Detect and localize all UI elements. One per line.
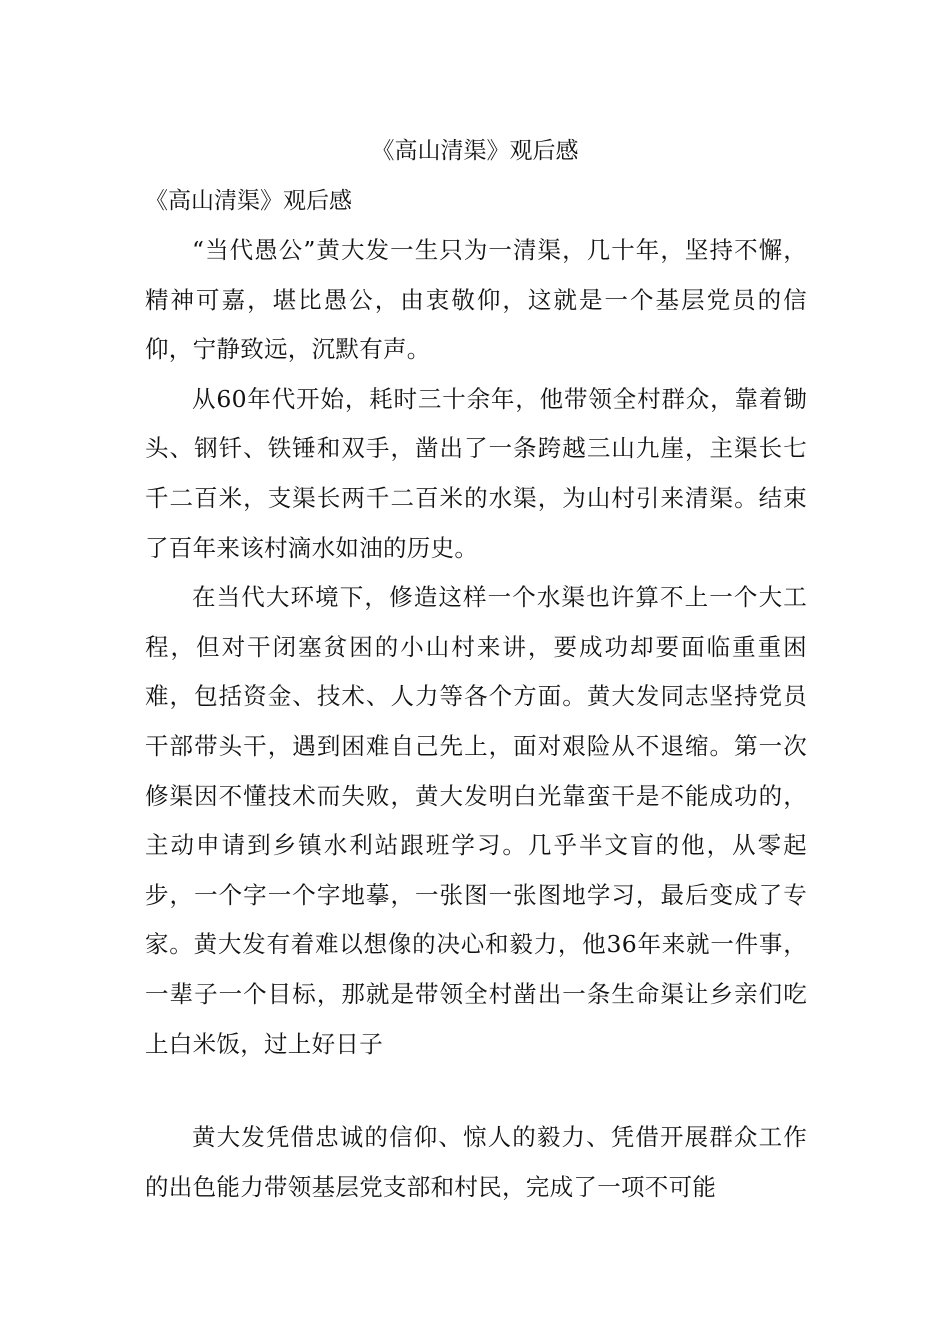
document-title: 《高山清渠》观后感	[371, 138, 579, 164]
paragraph-2: 从60年代开始，耗时三十余年，他带领全村群众，靠着锄头、钢钎、铁锤和双手，凿出了一条跨越三山九崖，主渠长七千二百米，支渠长两千二百米的水渠，为山村引来清渠。结束了百年来该村滴水如油的历史。	[145, 384, 807, 562]
paragraph-3: 在当代大环境下，修造这样一个水渠也许算不上一个大工程，但对干闭塞贫困的小山村来讲，要成功却要面临重重困难，包括资金、技术、人力等各个方面。黄大发同志坚持党员干部带头干，遇到困难自己先上，面对艰险从不退缩。第一次修渠因不懂技术而失败，黄大发明白光靠蛮干是不能成功的，主动申请到乡镇水利站跟班学习。几乎半文盲的他，从零起步，一个字一个字地摹，一张图一张图地学习，最后变成了专家。黄大发有着难以想像的决心和毅力，他36年来就一件事，一辈子一个目标，那就是带领全村凿出一条生命渠让乡亲们吃上白米饭，过上好日子	[145, 583, 807, 1058]
document-subtitle: 《高山清渠》观后感	[145, 188, 352, 214]
document-body	[145, 226, 807, 1212]
paragraph-1: “当代愚公”黄大发一生只为一清渠，几十年，坚持不懈，精神可嘉，堪比愚公，由衷敬仰，这就是一个基层党员的信仰，宁静致远，沉默有声。	[145, 236, 807, 364]
paragraph-4: 黄大发凭借忠诚的信仰、惊人的毅力、凭借开展群众工作的出色能力带领基层党支部和村民，完成了一项不可能	[145, 1123, 807, 1201]
